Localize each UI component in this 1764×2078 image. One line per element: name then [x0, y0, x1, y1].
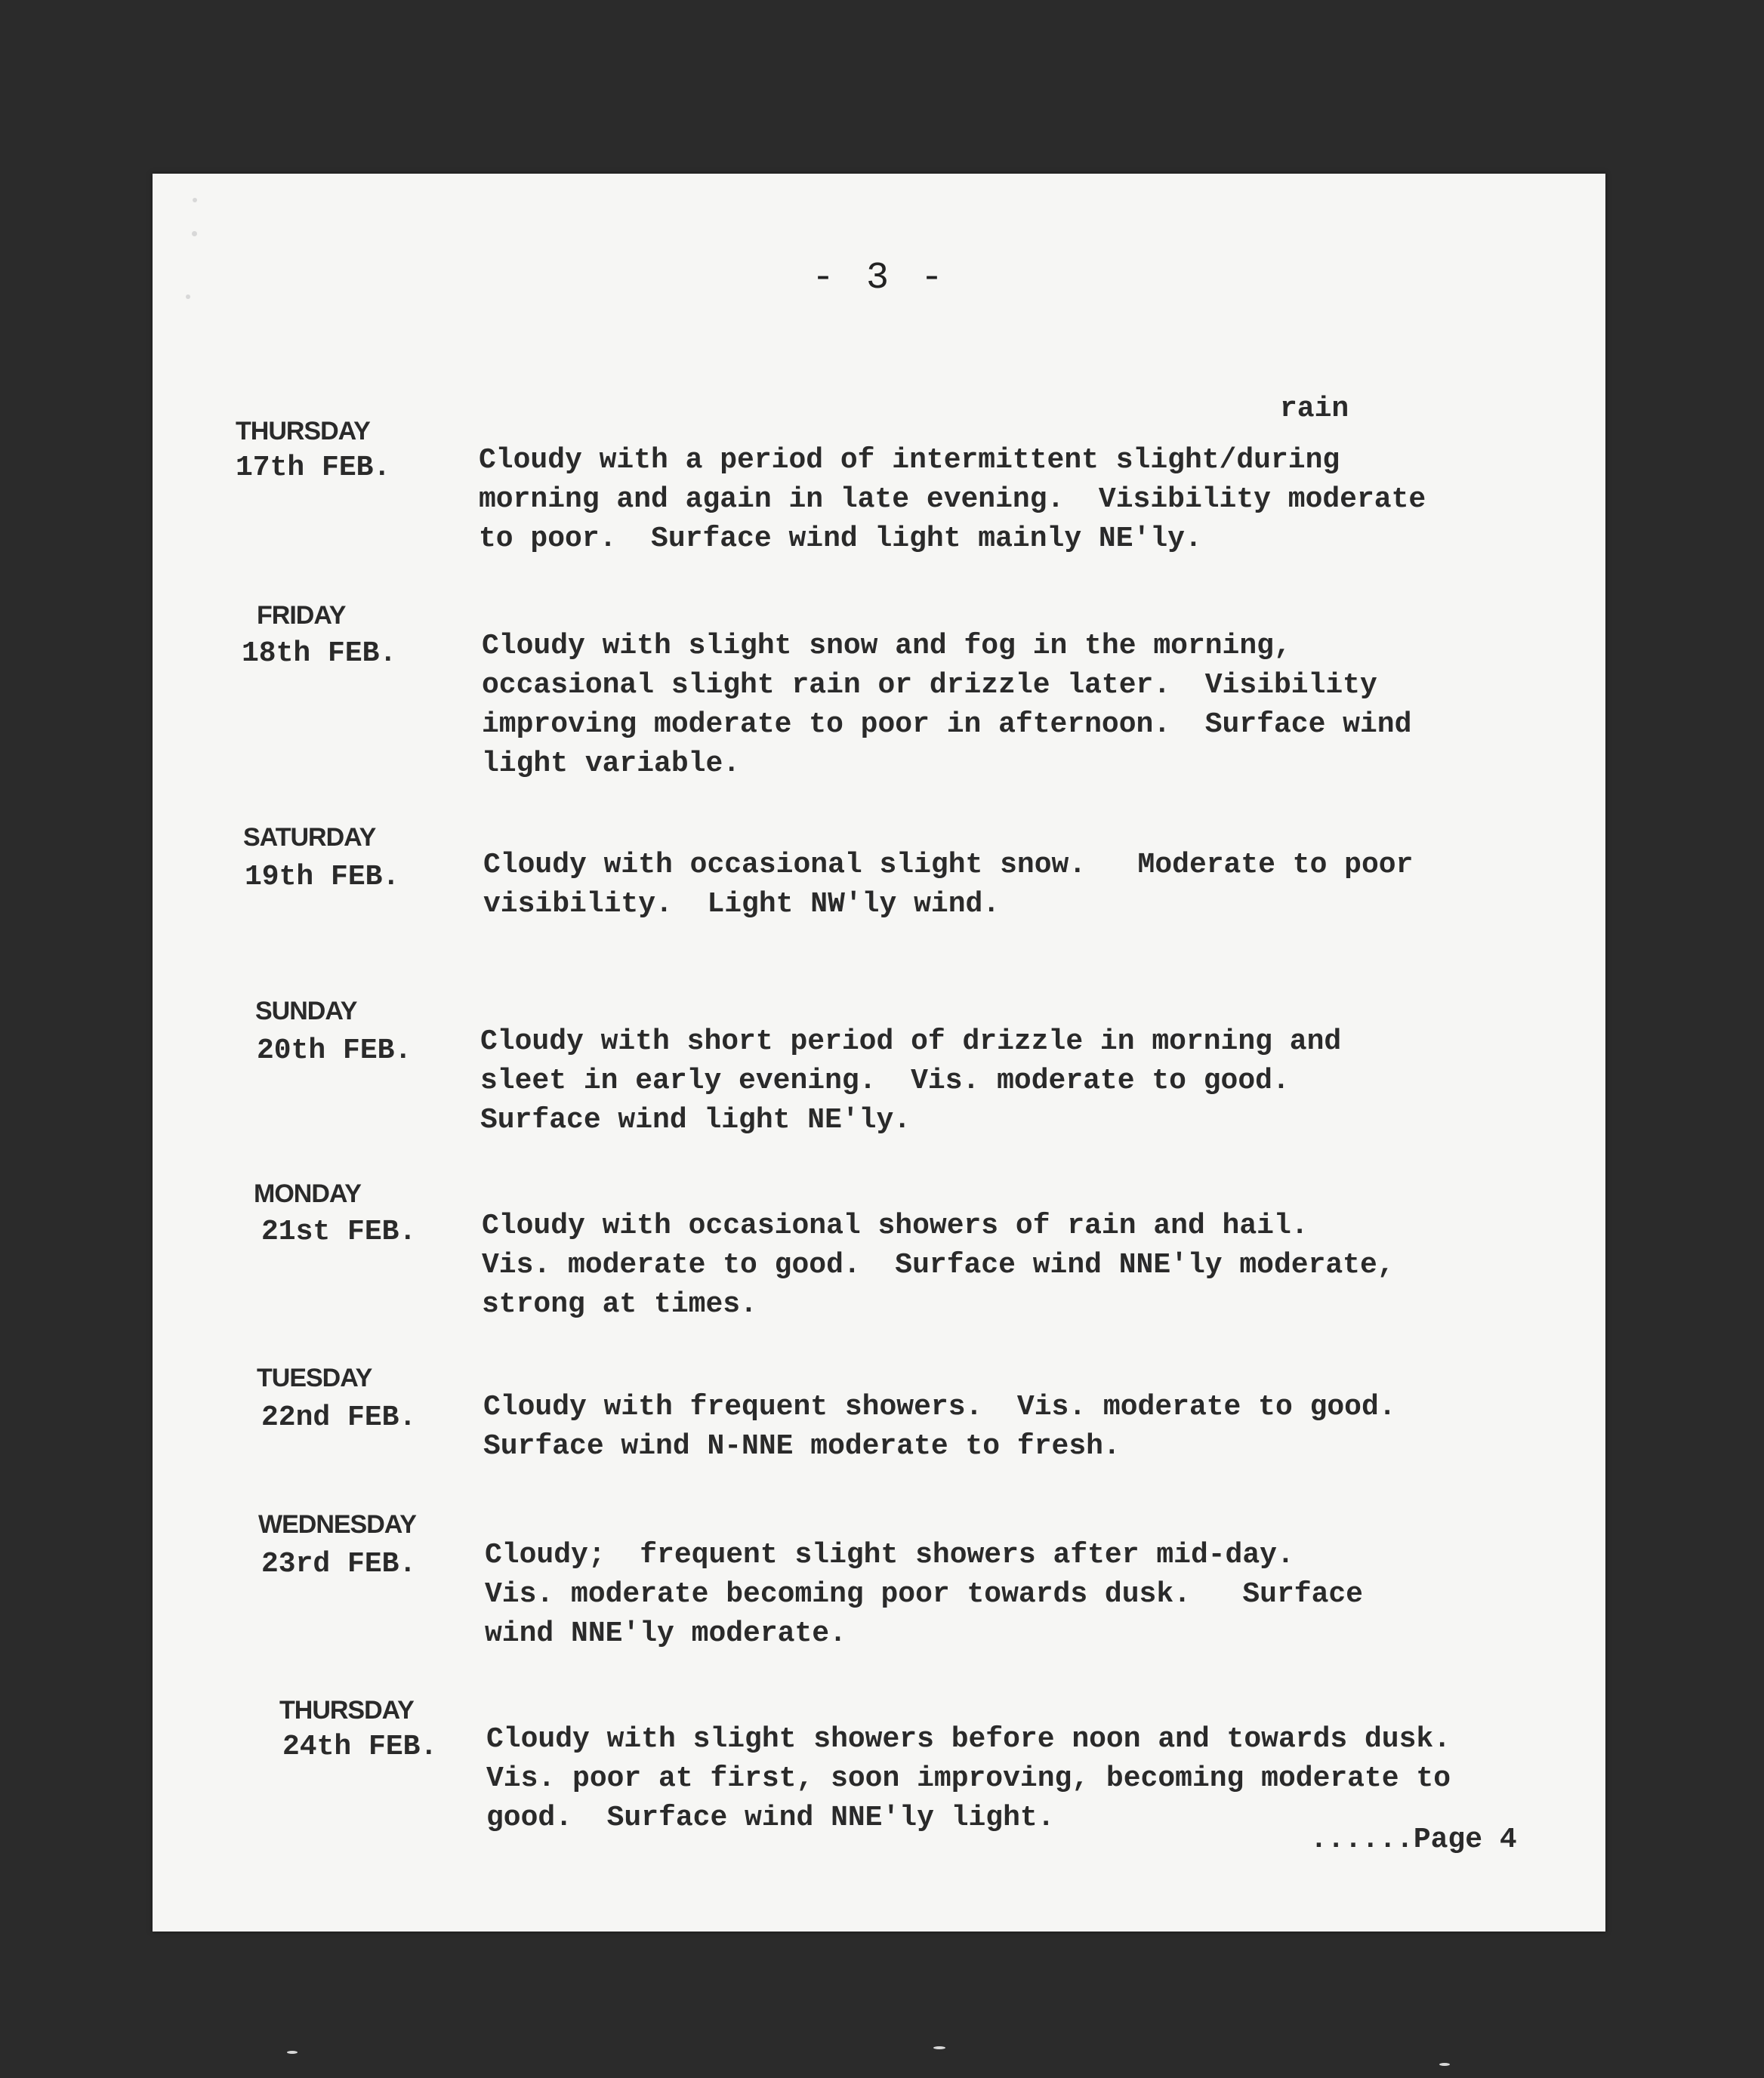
handwritten-insertion: rain [1280, 393, 1349, 425]
film-speck [1439, 2063, 1450, 2066]
entry-date: 20th FEB. [257, 1034, 412, 1067]
entry-day: SUNDAY [255, 997, 357, 1025]
entry-line: Cloudy with slight showers before noon and towards dusk. [486, 1723, 1451, 1756]
film-speck [933, 2046, 945, 2049]
entry-line: sleet in early evening. Vis. moderate to good. [480, 1065, 1290, 1097]
entry-date: 17th FEB. [236, 452, 391, 484]
entry-day: SATURDAY [243, 823, 376, 852]
continued-page-note: ......Page 4 [1310, 1824, 1517, 1856]
entry-line: Cloudy; frequent slight showers after mid-day. [485, 1539, 1294, 1571]
entry-line: Cloudy with short period of drizzle in morning and [480, 1025, 1342, 1058]
entry-line: Cloudy with frequent showers. Vis. moderate to good. [483, 1391, 1396, 1423]
film-speck [192, 231, 197, 236]
entry-day: TUESDAY [257, 1364, 372, 1392]
entry-text [479, 441, 1426, 559]
entry-line: light variable. [482, 748, 741, 780]
entry-date: 22nd FEB. [261, 1401, 417, 1434]
entry-date: 19th FEB. [245, 861, 400, 893]
entry-day: THURSDAY [236, 417, 370, 446]
entry-date: 24th FEB. [282, 1731, 438, 1763]
entry-line: Vis. moderate to good. Surface wind NNE'ly moderate, [482, 1249, 1395, 1281]
entry-line: Vis. moderate becoming poor towards dusk. Surface [485, 1578, 1363, 1611]
film-speck [186, 294, 190, 299]
entry-line: visibility. Light NW'ly wind. [483, 888, 1001, 920]
entry-line: improving moderate to poor in afternoon. Surface wind [482, 708, 1412, 741]
entry-line: strong at times. [482, 1288, 757, 1321]
entry-line: Cloudy with slight snow and fog in the morning, [482, 630, 1291, 662]
entry-line: Cloudy with occasional slight snow. Moderate to poor [483, 849, 1414, 881]
entry-line: good. Surface wind NNE'ly light. [486, 1802, 1055, 1834]
entry-day: THURSDAY [279, 1696, 414, 1725]
film-speck [193, 198, 197, 202]
entry-date: 23rd FEB. [261, 1548, 417, 1580]
entry-day: WEDNESDAY [258, 1510, 416, 1539]
entry-text [483, 1388, 1396, 1466]
entry-line: occasional slight rain or drizzle later. Visibility [482, 669, 1377, 701]
entry-line: Surface wind light NE'ly. [480, 1104, 911, 1136]
entry-text [480, 1022, 1341, 1140]
entry-date: 18th FEB. [242, 637, 397, 670]
entry-day: FRIDAY [257, 601, 346, 630]
entry-day: MONDAY [254, 1179, 361, 1208]
entry-text [482, 1207, 1395, 1324]
entry-line: to poor. Surface wind light mainly NE'ly. [479, 523, 1202, 555]
entry-line: morning and again in late evening. Visibility moderate [479, 483, 1426, 516]
entry-text [486, 1720, 1451, 1838]
entry-line: Cloudy with a period of intermittent slight/during [479, 444, 1340, 476]
entry-text [482, 627, 1411, 784]
entry-line: wind NNE'ly moderate. [485, 1617, 847, 1650]
entry-date: 21st FEB. [261, 1216, 417, 1248]
film-speck [287, 2051, 298, 2054]
entry-text [485, 1536, 1363, 1654]
entry-text [483, 846, 1413, 924]
entry-line: Surface wind N-NNE moderate to fresh. [483, 1430, 1121, 1463]
page-number: - 3 - [812, 257, 948, 300]
entry-line: Vis. poor at first, soon improving, becoming moderate to [486, 1762, 1451, 1795]
entry-line: Cloudy with occasional showers of rain and hail. [482, 1210, 1309, 1242]
